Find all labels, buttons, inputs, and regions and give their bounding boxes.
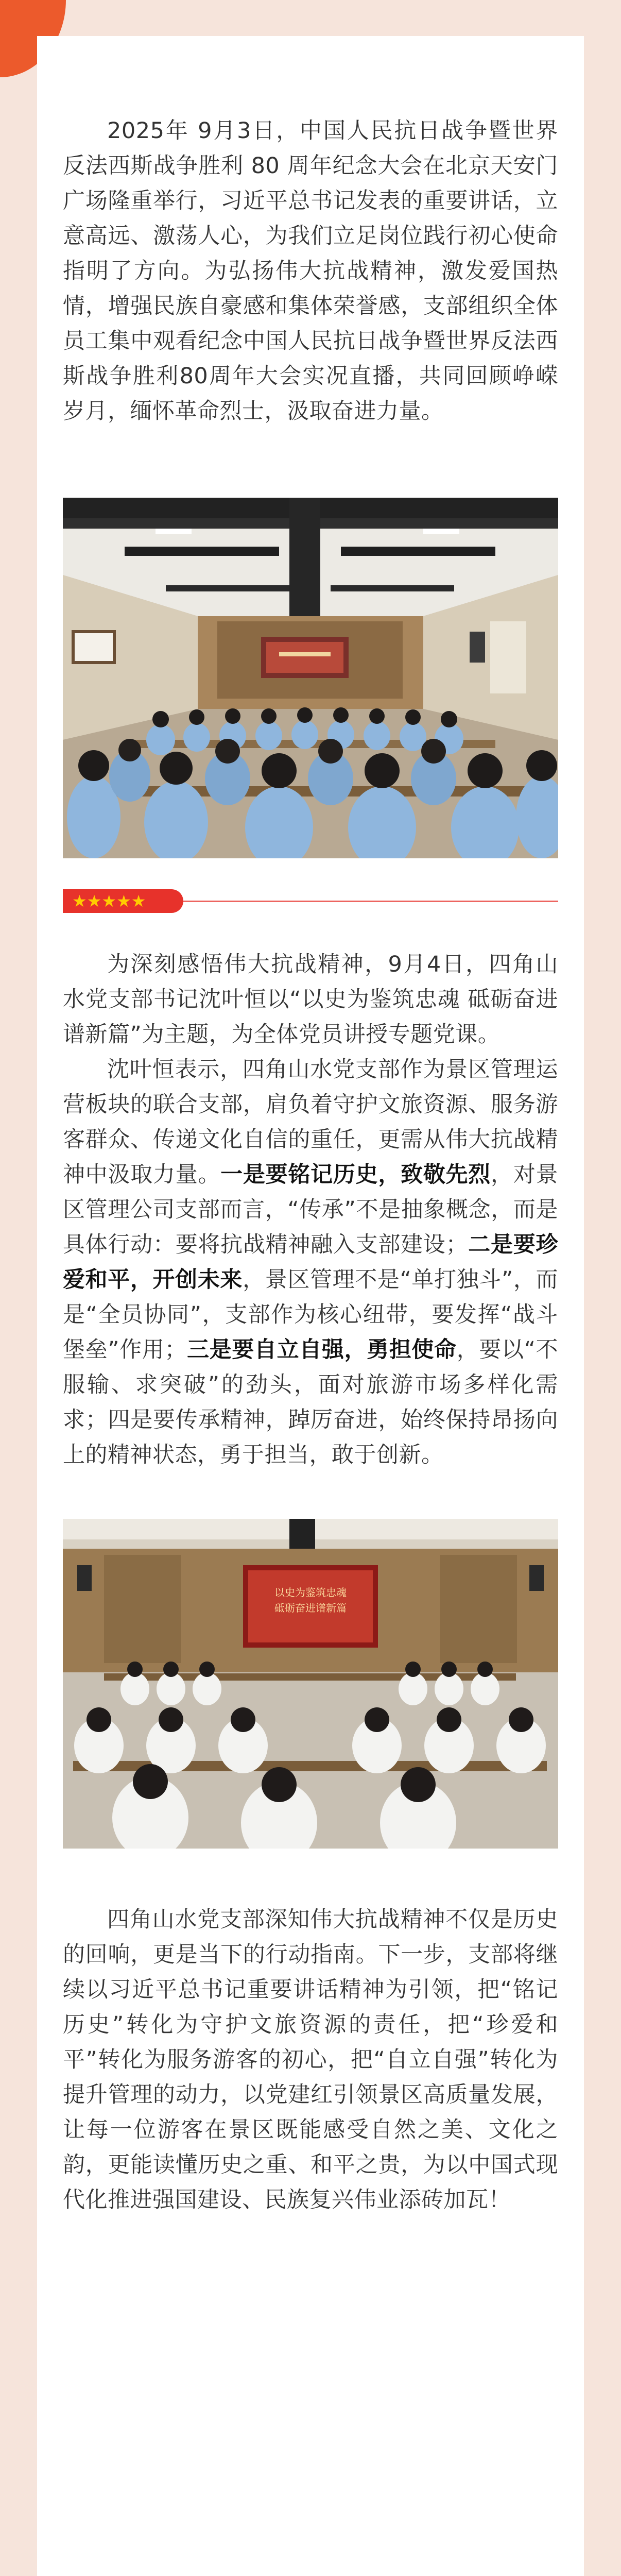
photo-party-lecture <box>63 1519 558 1849</box>
article-card <box>37 36 584 2576</box>
point-three-heading: 三是要自立自强，勇担使命 <box>186 1337 457 1363</box>
section3-paragraph: 四角山水党支部深知伟大抗战精神不仅是历史的回响，更是当下的行动指南。下一步，支部将继续以习近平总书记重要讲话精神为引领，把“铭记历史”转化为守护文旅资源的责任，把“珍爱和平”转化为服务游客的初心，把“自立自强”转化为提升管理的动力，以党建红引领景区高质量发展，让每一位游客在景区既能感受自然之美、文化之韵，更能读懂历史之重、和平之贵，为以中国式现代化推进强国建设、民族复兴伟业添砖加瓦！ <box>63 1907 558 2213</box>
photo-watching-broadcast <box>63 498 558 858</box>
stars-icon: ★★★★★ <box>72 891 146 911</box>
star-divider <box>63 889 558 913</box>
section2-body-text-3: ，景区管理不是“单打独斗”，而是“全员协同”，支部作为核心纽带，要发挥“战斗堡垒”作用； <box>63 1267 559 1363</box>
section2-body-text-1: 沈叶恒表示，四角山水党支部作为景区管理运营板块的联合支部，肩负着守护文旅资源、服务游客群众、传递文化自信的重任，更需从伟大抗战精神中汲取力量。 <box>63 1057 558 1188</box>
divider-line <box>183 901 558 902</box>
point-one-heading: 一是要铭记历史，致敬先烈 <box>220 1162 491 1188</box>
star-badge <box>63 889 183 913</box>
section1-paragraph: 2025年 9月3日，中国人民抗日战争暨世界反法西斯战争胜利 80 周年纪念大会在北京天安门广场隆重举行，习近平总书记发表的重要讲话，立意高远、激荡人心，为我们立足岗位践行初心使命指明了方向。为弘扬伟大抗战精神，激发爱国热情，增强民族自豪感和集体荣誉感，支部组织全体员工集中观看纪念中国人民抗日战争暨世界反法西斯战争胜利80周年大会实况直播，共同回顾峥嵘岁月，缅怀革命烈士，汲取奋进力量。 <box>63 118 558 424</box>
point-two-heading: 二是要珍爱和平，开创未来 <box>63 1232 559 1293</box>
screen-title-text: 以史为鉴筑忠魂 <box>274 1586 347 1599</box>
section2-intro: 为深刻感悟伟大抗战精神，9月4日，四角山水党支部书记沈叶恒以“以史为鉴筑忠魂 砥砺奋进谱新篇”为主题，为全体党员讲授专题党课。 <box>63 952 558 1047</box>
section2-body-text-4: ，要以“不服输、求突破”的劲头，面对旅游市场多样化需求；四是要传承精神，踔厉奋进，始终保持昂扬向上的精神状态，勇于担当，敢于创新。 <box>63 1337 559 1468</box>
screen-subtitle-text: 砥砺奋进谱新篇 <box>274 1602 347 1614</box>
section2-body-text-2: ，对景区管理公司支部而言，“传承”不是抽象概念，而是具体行动：要将抗战精神融入支部建设； <box>63 1162 559 1258</box>
section2-body <box>63 1052 558 1472</box>
